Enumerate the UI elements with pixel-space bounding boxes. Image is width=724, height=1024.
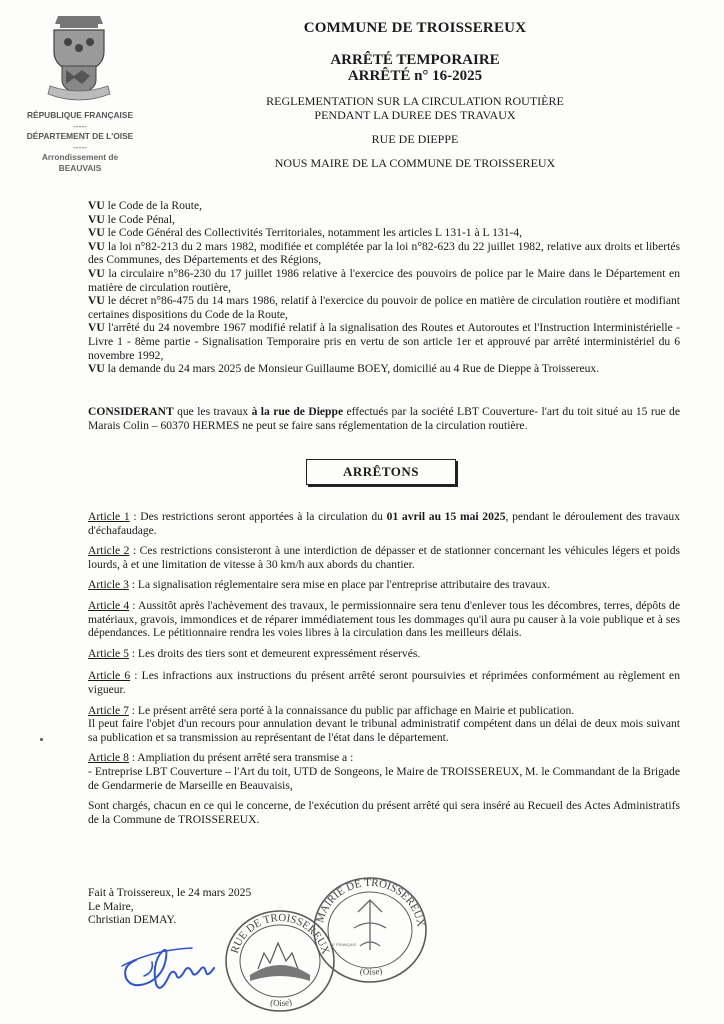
vu-item: VU la loi n°82-213 du 2 mars 1982, modifiée et complétée par la loi n°82-623 du 22 juillet 1982, relative aux droits et libertés des Communes, des Départements et des Régions,: [88, 239, 680, 267]
vu-item: VU le Code Pénal,: [88, 212, 175, 226]
svg-text:LE FRANÇAIS: LE FRANÇAIS: [330, 942, 357, 947]
vu-list: [88, 199, 680, 376]
arrete-type: ARRÊTÉ TEMPORAIRE: [330, 52, 500, 68]
coat-of-arms-logo: [44, 12, 114, 108]
vu-item: VU le Code de la Route,: [88, 199, 202, 212]
issuing-authority: [24, 110, 136, 173]
vu-item: VU la demande du 24 mars 2025 de Monsieur Guillaume BOEY, domicilié au 4 Rue de Dieppe à Troissereux.: [88, 362, 600, 376]
republique-label: RÉPUBLIQUE FRANÇAISE: [26, 110, 134, 120]
article-7: Article 7 : Le présent arrêté sera porté à la connaissance du public par affichage en Mairie et publication.: [88, 703, 575, 717]
scan-speck: [40, 738, 43, 741]
article-6: Article 6 : Les infractions aux instructions du présent arrêté seront poursuivies et réprimées conformément au règlement en vigueur.: [88, 669, 680, 696]
article-4: Article 4 : Aussitôt après l'achèvement des travaux, le permissionnaire sera tenu d'enlever tous les décombres, terres, dépôts de matériaux, gravois, immondices et de réparer immédiatement tous les dommages qu'il aura pu causer à la voie publique et à ses dépendances. Le pétitionnaire rendra les voies libres à la circulation dans les meilleurs délais.: [88, 598, 680, 640]
commune-title: COMMUNE DE TROISSEREUX: [303, 20, 527, 36]
separator: -----: [73, 120, 87, 131]
svg-text:(Oise): (Oise): [269, 996, 293, 1009]
arrondissement-name: BEAUVAIS: [58, 162, 102, 173]
svg-text:MAIRIE DE TROISSEREUX: MAIRIE DE TROISSEREUX: [314, 876, 427, 928]
article-2: Article 2 : Ces restrictions consisteront à une interdiction de dépasser et de stationner concernant les véhicules légers et poids lourds, à et une limitation de vitesse à 30 km/h aux abords du chantier.: [88, 544, 681, 571]
subject-line-2: PENDANT LA DUREE DES TRAVAUX: [314, 108, 516, 122]
signatory-role: Le Maire,: [88, 899, 134, 913]
vu-item: VU la circulaire n°86-230 du 17 juillet 1986 relative à l'exercice des pouvoirs de police par le Maire dans le Département en matière de circulation routière,: [88, 266, 680, 294]
svg-text:(Oise): (Oise): [359, 965, 384, 977]
separator: -----: [73, 141, 87, 152]
article-8-recipients: - Entreprise LBT Couverture – l'Art du toit, UTD de Songeons, le Maire de TROISSEREUX, M. le Commandant de la Brigade de Gendarmerie de Marseille en Beauvaisis,: [88, 764, 680, 792]
street-name: RUE DE DIEPPE: [371, 132, 459, 146]
signatory-name: Christian DEMAY.: [88, 913, 177, 927]
arrete-number: ARRÊTÉ n° 16-2025: [347, 68, 483, 84]
handwritten-signature: [114, 930, 224, 994]
articles-section: [88, 510, 680, 833]
subject-line-1: REGLEMENTATION SUR LA CIRCULATION ROUTIÈRE: [266, 94, 564, 108]
article-5: Article 5 : Les droits des tiers sont et demeurent expressément réservés.: [88, 646, 421, 660]
arretons-heading: ARRÊTONS: [306, 459, 456, 485]
mayor-statement: NOUS MAIRE DE LA COMMUNE DE TROISSEREUX: [274, 156, 556, 170]
mairie-stamp: [308, 872, 432, 984]
arrondissement-label: Arrondissement de: [41, 152, 119, 162]
execution-clause: Sont chargés, chacun en ce qui le concerne, de l'exécution du présent arrêté qui sera inséré au Recueil des Actes Administratifs de la Commune de TROISSEREUX.: [88, 799, 680, 826]
article-7-recours: Il peut faire l'objet d'un recours pour annulation devant le tribunal administratif compétent dans un délai de deux mois suivant sa publication et sa transmission au représentant de l'état dans le département.: [88, 717, 680, 744]
article-3: Article 3 : La signalisation réglementaire sera mise en place par l'entreprise attributaire des travaux.: [88, 578, 551, 592]
considerant-paragraph: CONSIDERANT que les travaux à la rue de Dieppe effectués par la société LBT Couverture- l'art du toit situé au 15 rue de Marais Colin – 60370 HERMES ne peut se faire sans réglementation de la circulation routière.: [88, 405, 680, 432]
vu-item: VU le décret n°86-475 du 14 mars 1986, relatif à l'exercice du pouvoir de police en matière de circulation routière et modifiant certaines dispositions du Code de la Route,: [88, 294, 680, 321]
article-8: Article 8 : Ampliation du présent arrêté sera transmise a :: [88, 751, 354, 765]
departement-label: DÉPARTEMENT DE L'OISE: [26, 131, 134, 141]
article-1: Article 1 : Des restrictions seront apportées à la circulation du 01 avril au 15 mai 2025, pendant le déroulement des travaux d'échafaudage.: [88, 510, 681, 537]
vu-item: VU le Code Général des Collectivités Territoriales, notamment les articles L 131-1 à L 131-4,: [88, 226, 523, 240]
svg-text:RUE DE TROISSEREUX: RUE DE TROISSEREUX: [228, 911, 332, 956]
place-date: Fait à Troissereux, le 24 mars 2025: [88, 886, 252, 899]
vu-item: VU l'arrêté du 24 novembre 1967 modifié relatif à la signalisation des Routes et Autoroutes et l'Instruction Interministérielle - Livre 1 - 8ème partie - Signalisation Temporaire pris en vertu de son article 1er et approuvé par arrêté interministériel du 6 novembre 1992,: [88, 321, 680, 362]
